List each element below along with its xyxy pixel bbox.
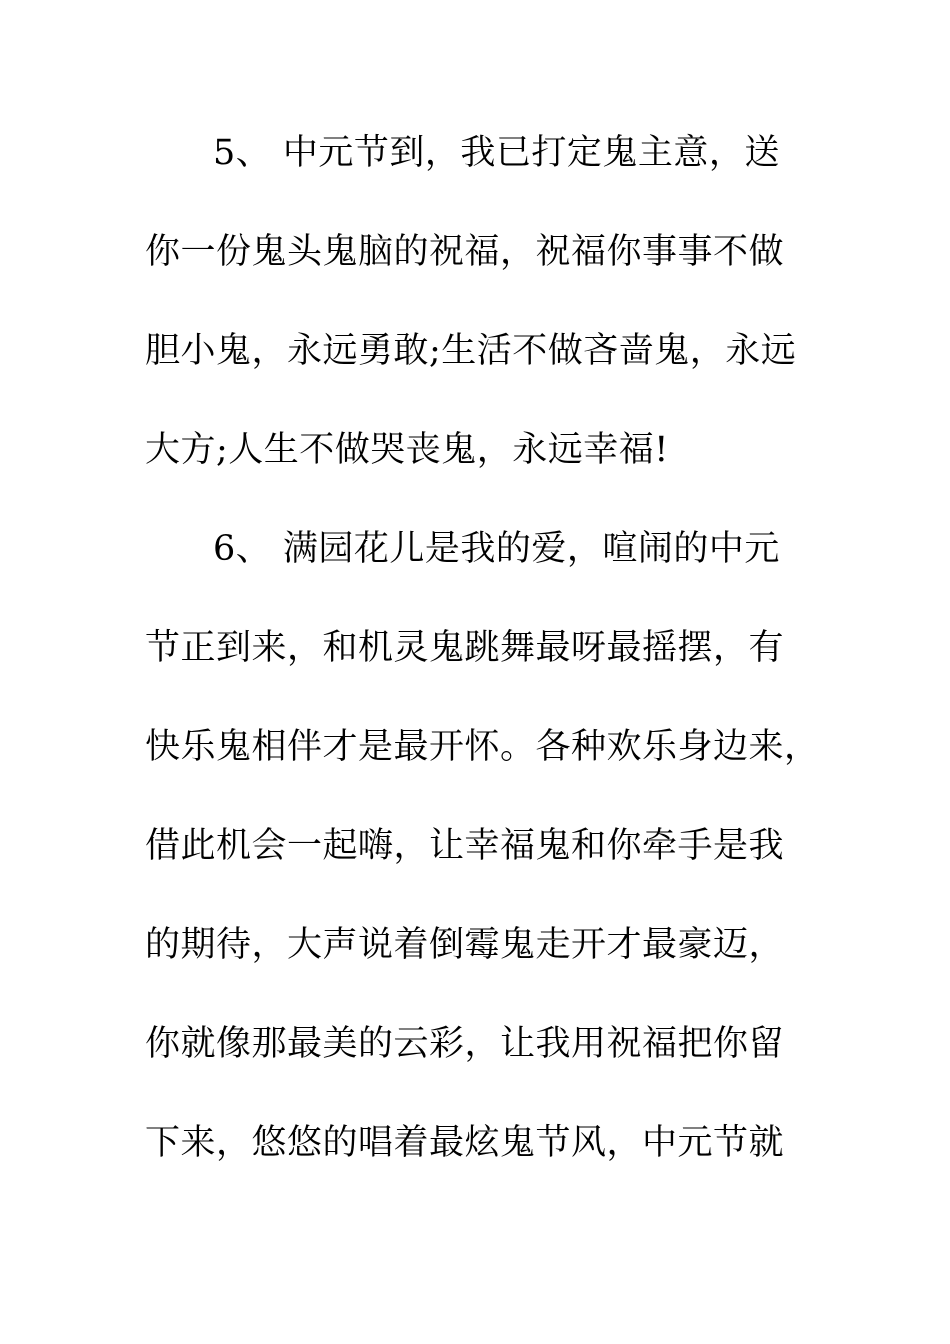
paragraph-6-line-6: 你就像那最美的云彩，让我用祝福把你留 bbox=[145, 1024, 785, 1064]
paragraph-5-line-4: 大方;人生不做哭丧鬼，永远幸福! bbox=[145, 430, 669, 470]
paragraph-5-line-2: 你一份鬼头鬼脑的祝福，祝福你事事不做 bbox=[145, 232, 785, 272]
paragraph-5-line-3: 胆小鬼，永远勇敢;生活不做吝啬鬼，永远 bbox=[145, 331, 797, 371]
paragraph-6-line-5: 的期待，大声说着倒霉鬼走开才最豪迈， bbox=[145, 925, 785, 965]
paragraph-6-line-1: 6、 满园花儿是我的爱，喧闹的中元 bbox=[213, 529, 780, 569]
paragraph-6-line-4: 借此机会一起嗨，让幸福鬼和你牵手是我 bbox=[145, 826, 785, 866]
paragraph-5-line-1: 5、 中元节到，我已打定鬼主意，送 bbox=[213, 133, 780, 173]
paragraph-6-line-7: 下来，悠悠的唱着最炫鬼节风，中元节就 bbox=[145, 1123, 785, 1163]
paragraph-6-line-3: 快乐鬼相伴才是最开怀。各种欢乐身边来， bbox=[145, 727, 820, 767]
paragraph-6-line-2: 节正到来，和机灵鬼跳舞最呀最摇摆，有 bbox=[145, 628, 785, 668]
